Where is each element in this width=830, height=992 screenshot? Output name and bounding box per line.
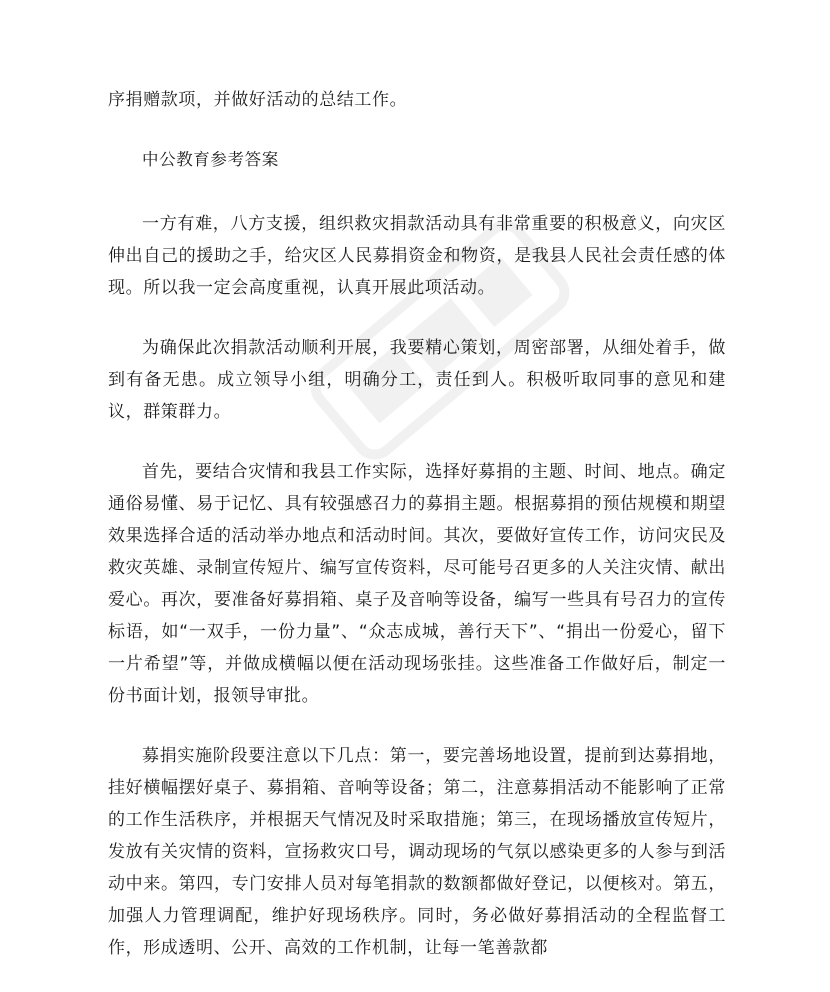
- paragraph: 一方有难，八方支援，组织救灾捐款活动具有非常重要的积极意义，向灾区伸出自己的援助之手，给灾区人民募捐资金和物资，是我县人民社会责任感的体现。所以我一定会高度重视，认真开展此项活动。: [108, 214, 726, 298]
- paragraph-continuation: 序捐赠款项，并做好活动的总结工作。: [108, 90, 408, 110]
- document-body: [108, 84, 726, 992]
- paragraph: 首先，要结合灾情和我县工作实际，选择好募捐的主题、时间、地点。确定通俗易懂、易于记忆、具有较强感召力的募捐主题。根据募捐的预估规模和期望效果选择合适的活动举办地点和活动时间。其次，要做好宣传工作，访问灾民及救灾英雄、录制宣传短片、编写宣传资料，尽可能号召更多的人关注灾情、献出爱心。再次，要准备好募捐箱、桌子及音响等设备，编写一些具有号召力的宣传标语，如“一双手，一份力量”、“众志成城，善行天下”、“捐出一份爱心，留下一片希望”等，并做成横幅以便在活动现场张挂。这些准备工作做好后，制定一份书面计划，报领导审批。: [108, 462, 726, 706]
- section-heading: 中公教育参考答案: [142, 150, 279, 169]
- paragraph: 募捐实施阶段要注意以下几点：第一，要完善场地设置，提前到达募捐地，挂好横幅摆好桌子、募捐箱、音响等设备；第二，注意募捐活动不能影响了正常的工作生活秩序，并根据天气情况及时采取措施；第三，在现场播放宣传短片，发放有关灾情的资料，宣扬救灾口号，调动现场的气氛以感染更多的人参与到活动中来。第四，专门安排人员对每笔捐款的数额都做好登记，以便核对。第五，加强人力管理调配，维护好现场秩序。同时，务必做好募捐活动的全程监督工作，形成透明、公开、高效的工作机制，让每一笔善款都: [108, 746, 726, 958]
- paragraph: 为确保此次捐款活动顺利开展，我要精心策划，周密部署，从细处着手，做到有备无患。成立领导小组，明确分工，责任到人。积极听取同事的意见和建议，群策群力。: [108, 338, 726, 422]
